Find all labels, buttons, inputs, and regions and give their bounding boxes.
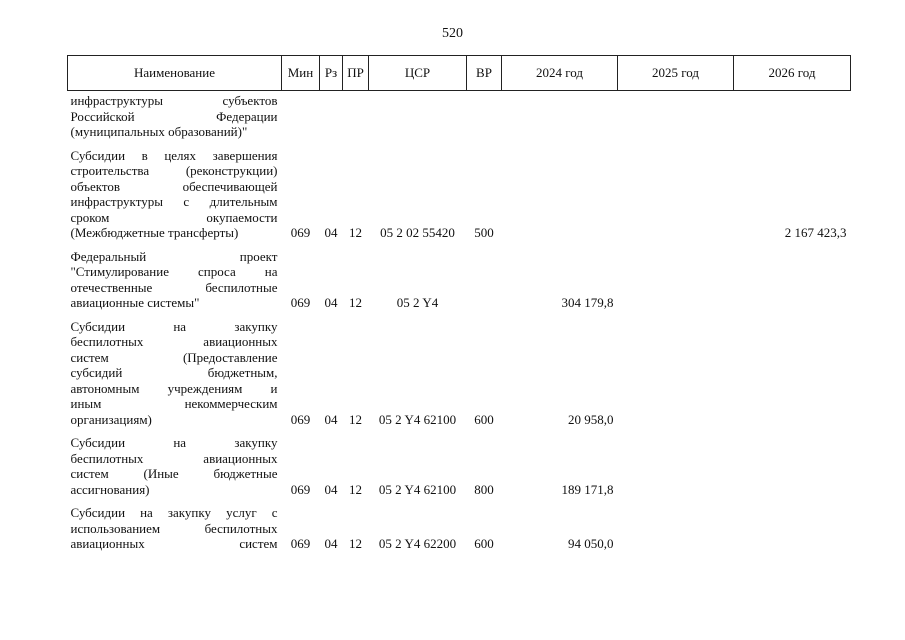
row-2025 — [618, 144, 734, 245]
row-2025 — [618, 315, 734, 432]
row-vr: 600 — [474, 536, 494, 551]
row-rz: 04 — [324, 411, 338, 427]
row-vr — [467, 245, 502, 315]
row-2025 — [618, 431, 734, 501]
row-csr: 05 2 Y4 62100 — [378, 411, 457, 427]
row-rz — [320, 91, 343, 144]
row-vr: 500 — [474, 225, 494, 240]
row-csr: 05 2 Y4 62100 — [378, 481, 457, 497]
row-min: 069 — [290, 295, 311, 310]
row-name — [68, 315, 282, 432]
row-name-line: (Межбюджетные трансферты) — [70, 225, 239, 240]
row-2026 — [734, 91, 851, 144]
row-name — [68, 245, 282, 315]
row-2025 — [618, 91, 734, 144]
row-pr: 12 — [349, 536, 362, 551]
row-2026 — [734, 501, 851, 556]
row-vr — [467, 91, 502, 144]
row-rz: 04 — [324, 225, 338, 240]
row-name-line: отечественные беспилотные — [70, 279, 278, 295]
row-rz: 04 — [324, 536, 338, 551]
row-name-line: систем (Предоставление — [70, 349, 278, 365]
header-min: Мин — [282, 56, 320, 91]
row-name — [68, 91, 282, 144]
row-name-line: Субсидии на закупку — [70, 318, 278, 334]
row-csr — [369, 91, 467, 144]
table-row — [68, 91, 851, 144]
row-name-line: Российской Федерации — [70, 108, 278, 124]
header-rz: Рз — [320, 56, 343, 91]
header-name: Наименование — [68, 56, 282, 91]
row-name-line: Субсидии на закупку — [70, 435, 278, 450]
row-csr: 05 2 Y4 — [396, 295, 439, 310]
row-name-line: автономным учреждениям и — [70, 380, 278, 396]
row-2025 — [618, 245, 734, 315]
page-number: 520 — [442, 26, 463, 41]
row-vr: 600 — [474, 411, 494, 427]
table-row — [68, 431, 851, 501]
row-min: 069 — [290, 481, 311, 497]
row-name-line: ассигнования) — [70, 481, 150, 497]
table-row — [68, 245, 851, 315]
row-min: 069 — [290, 225, 311, 240]
table-body — [68, 91, 851, 556]
table-header — [68, 56, 851, 91]
row-name-line: использованием беспилотных — [70, 520, 278, 536]
row-name-line: Федеральный проект — [70, 248, 278, 264]
row-2026 — [734, 431, 851, 501]
row-name-line: Субсидии на закупку услуг с — [70, 505, 278, 520]
row-2026: 2 167 423,3 — [784, 225, 847, 240]
row-vr: 800 — [474, 481, 494, 497]
row-name-line: беспилотных авиационных — [70, 334, 278, 349]
row-2024 — [502, 144, 618, 245]
row-rz: 04 — [324, 295, 338, 310]
row-name-line: субсидий бюджетным, — [70, 365, 278, 380]
row-name-line: объектов обеспечивающей — [70, 178, 278, 194]
header-2026: 2026 год — [734, 56, 851, 91]
budget-table — [67, 55, 851, 556]
header-2025: 2025 год — [618, 56, 734, 91]
row-name-line: Субсидии в целях завершения — [70, 147, 278, 163]
row-min — [282, 91, 320, 144]
table-row — [68, 144, 851, 245]
row-pr: 12 — [349, 411, 362, 427]
row-2024 — [502, 91, 618, 144]
row-name-line: (муниципальных образований)" — [70, 124, 248, 139]
row-name-line: иным некоммерческим — [70, 396, 278, 411]
row-name — [68, 501, 282, 556]
row-name-line: сроком окупаемости — [70, 209, 278, 225]
row-name-line: авиационные системы" — [70, 295, 200, 310]
header-csr: ЦСР — [369, 56, 467, 91]
row-2024: 189 171,8 — [561, 481, 614, 497]
row-2024: 304 179,8 — [561, 295, 614, 310]
row-2025 — [618, 501, 734, 556]
row-name-line: организациям) — [70, 411, 152, 427]
row-min: 069 — [290, 411, 311, 427]
row-pr: 12 — [349, 295, 362, 310]
row-min: 069 — [290, 536, 311, 551]
header-2024: 2024 год — [502, 56, 618, 91]
row-name-line: инфраструктуры с длительным — [70, 194, 278, 209]
row-2024: 94 050,0 — [568, 536, 614, 551]
header-vr: ВР — [467, 56, 502, 91]
row-name-line: беспилотных авиационных — [70, 450, 278, 466]
row-csr: 05 2 Y4 62200 — [378, 536, 457, 551]
row-pr — [343, 91, 369, 144]
header-pr: ПР — [343, 56, 369, 91]
row-2024: 20 958,0 — [568, 411, 614, 427]
row-2026 — [734, 315, 851, 432]
table-row — [68, 501, 851, 556]
table-row — [68, 315, 851, 432]
row-csr: 05 2 02 55420 — [380, 225, 455, 240]
row-name-line: авиационных систем — [70, 536, 278, 551]
row-name-line: инфраструктуры субъектов — [70, 93, 278, 108]
row-name — [68, 144, 282, 245]
row-name-line: систем (Иные бюджетные — [70, 466, 278, 481]
row-pr: 12 — [349, 481, 362, 497]
row-name-line: "Стимулирование спроса на — [70, 264, 278, 279]
row-name-line: строительства (реконструкции) — [70, 163, 278, 178]
row-rz: 04 — [324, 481, 338, 497]
row-pr: 12 — [349, 225, 362, 240]
row-name — [68, 431, 282, 501]
row-2026 — [734, 245, 851, 315]
